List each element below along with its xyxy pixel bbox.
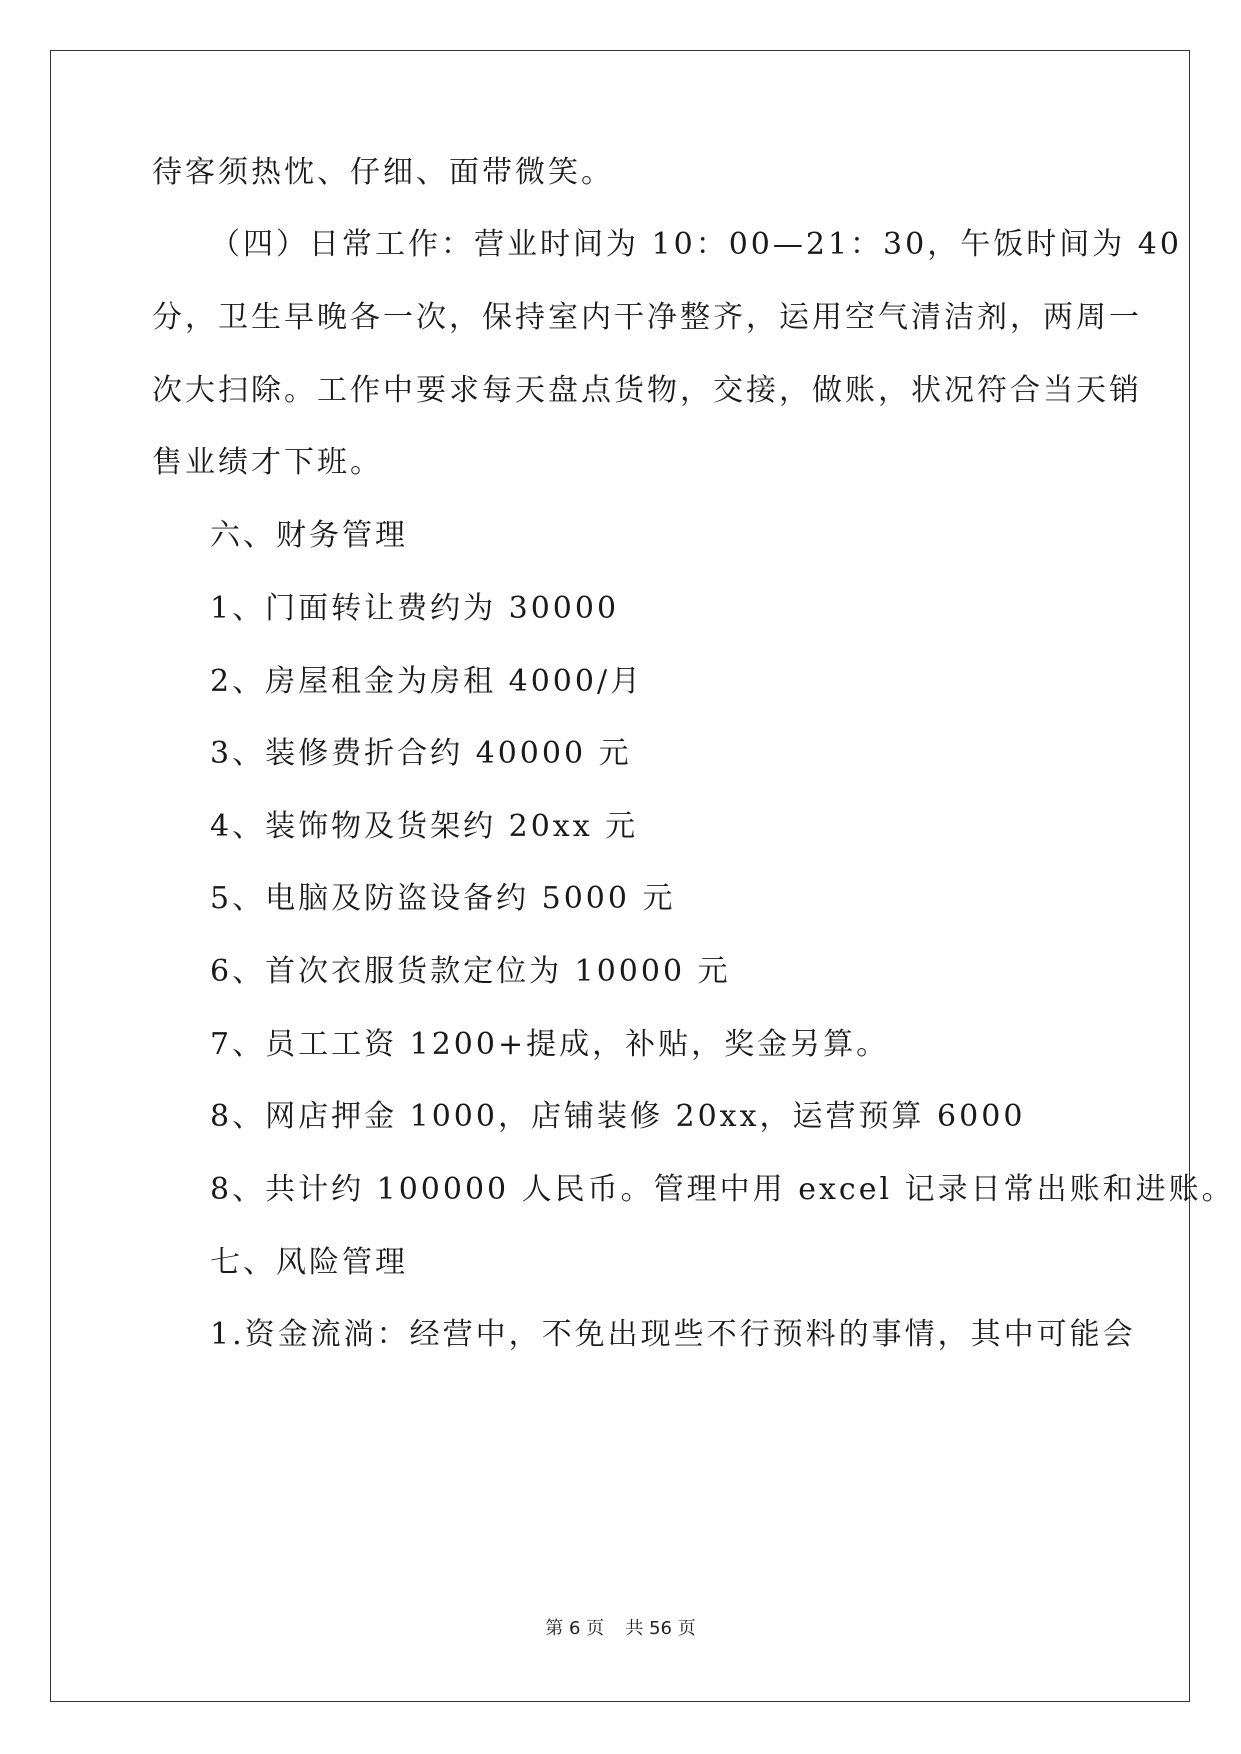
section-heading-finance: 六、财务管理 bbox=[210, 518, 408, 553]
list-item: 1、门面转让费约为 30000 bbox=[210, 591, 620, 626]
list-item: 7、员工工资 1200+提成，补贴，奖金另算。 bbox=[210, 1027, 890, 1062]
list-item: 2、房屋租金为房租 4000/月 bbox=[210, 664, 644, 699]
page-total: 共 56 页 bbox=[625, 1618, 696, 1639]
list-item: 1.资金流淌：经营中，不免出现些不行预料的事情，其中可能会 bbox=[210, 1317, 1136, 1352]
list-item: 6、首次衣服货款定位为 10000 元 bbox=[210, 954, 731, 989]
text-line: 次大扫除。工作中要求每天盘点货物，交接，做账，状况符合当天销 bbox=[152, 373, 1142, 408]
paragraph-daily-work: （四）日常工作：营业时间为 10：00—21：30，午饭时间为 40 bbox=[210, 227, 1182, 262]
list-item: 3、装修费折合约 40000 元 bbox=[210, 736, 632, 771]
page-number: 第 6 页 bbox=[545, 1618, 605, 1639]
text-line: 售业绩才下班。 bbox=[152, 445, 383, 480]
section-heading-risk: 七、风险管理 bbox=[210, 1245, 408, 1280]
page-footer bbox=[0, 1614, 1241, 1640]
list-item: 8、共计约 100000 人民币。管理中用 excel 记录日常出账和进账。 bbox=[210, 1172, 1235, 1207]
list-item: 4、装饰物及货架约 20xx 元 bbox=[210, 809, 639, 844]
text-line: 分，卫生早晚各一次，保持室内干净整齐，运用空气清洁剂，两周一 bbox=[152, 300, 1142, 335]
list-item: 5、电脑及防盗设备约 5000 元 bbox=[210, 881, 676, 916]
text-line: 待客须热忱、仔细、面带微笑。 bbox=[152, 155, 614, 190]
list-item: 8、网店押金 1000，店铺装修 20xx，运营预算 6000 bbox=[210, 1099, 1026, 1134]
